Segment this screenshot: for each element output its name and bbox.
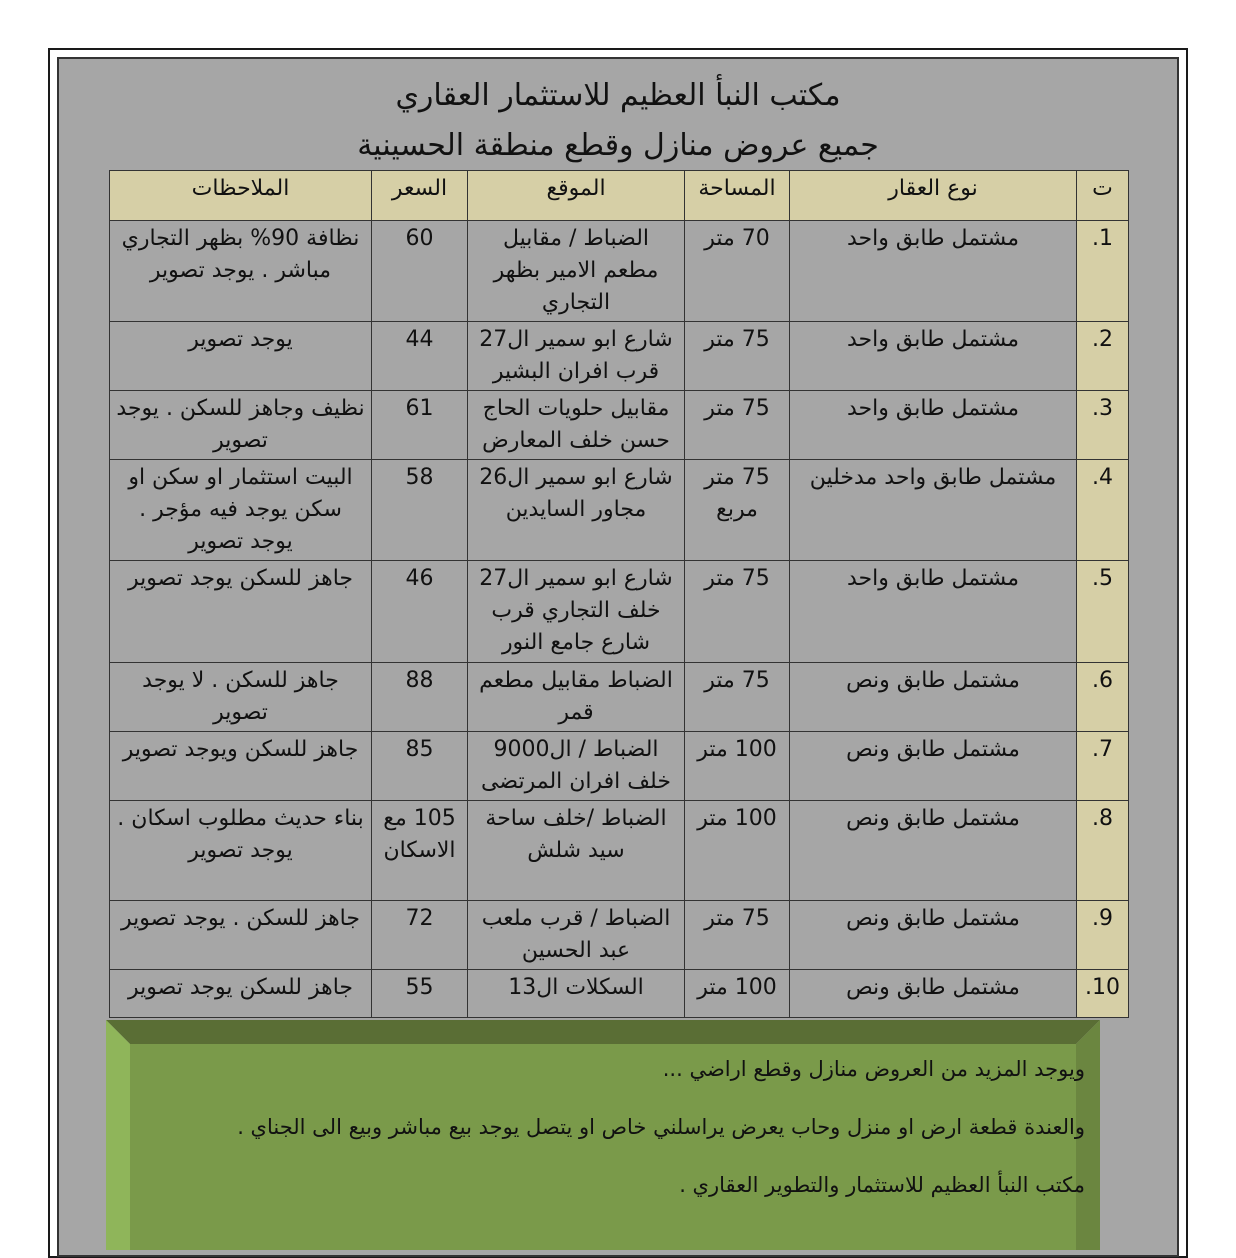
row-type: مشتمل طابق واحد: [790, 322, 1077, 391]
info-line-office: مكتب النبأ العظيم للاستثمار والتطوير العقاري .: [679, 1173, 1085, 1197]
row-area: 75 متر: [685, 391, 790, 460]
row-number: 1.: [1077, 221, 1129, 322]
table-row: [110, 322, 1129, 391]
table-row: [110, 391, 1129, 460]
row-location: مقابيل حلويات الحاج حسن خلف المعارض: [468, 391, 685, 460]
table-row: [110, 970, 1129, 1018]
listings-subtitle: جميع عروض منازل وقطع منطقة الحسينية: [357, 128, 879, 163]
row-type: مشتمل طابق واحد: [790, 561, 1077, 663]
row-type: مشتمل طابق ونص: [790, 901, 1077, 970]
row-type: مشتمل طابق ونص: [790, 801, 1077, 901]
row-number: 10.: [1077, 970, 1129, 1018]
row-notes: البيت استثمار او سكن او سكن يوجد فيه مؤجر . يوجد تصوير: [110, 460, 372, 561]
row-location: الضباط /خلف ساحة سيد شلش: [468, 801, 685, 901]
row-price: 55: [372, 970, 468, 1018]
table-row: [110, 221, 1129, 322]
row-number: 7.: [1077, 732, 1129, 801]
row-type: مشتمل طابق واحد: [790, 391, 1077, 460]
row-area: 100 متر: [685, 970, 790, 1018]
row-location: الضباط / ال9000 خلف افران المرتضى: [468, 732, 685, 801]
listings-table: [109, 170, 1129, 1018]
row-price: 61: [372, 391, 468, 460]
header-notes: الملاحظات: [110, 171, 372, 221]
header-price: السعر: [372, 171, 468, 221]
row-price: 46: [372, 561, 468, 663]
header-area: المساحة: [685, 171, 790, 221]
row-price: 72: [372, 901, 468, 970]
info-line-contact: والعندة قطعة ارض او منزل وحاب يعرض يراسلني خاص او يتصل يوجد بيع مباشر وبيع الى الجناي .: [237, 1115, 1085, 1139]
row-type: مشتمل طابق واحد مدخلين: [790, 460, 1077, 561]
table-row: [110, 460, 1129, 561]
row-number: 3.: [1077, 391, 1129, 460]
row-number: 6.: [1077, 663, 1129, 732]
row-area: 100 متر: [685, 732, 790, 801]
row-area: 75 متر: [685, 322, 790, 391]
row-type: مشتمل طابق ونص: [790, 663, 1077, 732]
row-notes: نظافة 90% بظهر التجاري مباشر . يوجد تصوير: [110, 221, 372, 322]
row-notes: جاهز للسكن يوجد تصوير: [110, 561, 372, 663]
row-notes: بناء حديث مطلوب اسكان . يوجد تصوير: [110, 801, 372, 901]
info-line-more-offers: ويوجد المزيد من العروض منازل وقطع اراضي ...: [662, 1057, 1085, 1081]
row-number: 5.: [1077, 561, 1129, 663]
row-price: 44: [372, 322, 468, 391]
row-number: 4.: [1077, 460, 1129, 561]
row-number: 2.: [1077, 322, 1129, 391]
row-location: شارع ابو سمير ال27 خلف التجاري قرب شارع جامع النور: [468, 561, 685, 663]
header-location: الموقع: [468, 171, 685, 221]
row-area: 70 متر: [685, 221, 790, 322]
row-location: شارع ابو سمير ال26 مجاور السايدين: [468, 460, 685, 561]
table-header-row: [110, 171, 1129, 221]
row-area: 75 متر مربع: [685, 460, 790, 561]
row-location: شارع ابو سمير ال27 قرب افران البشير: [468, 322, 685, 391]
table-row: [110, 561, 1129, 663]
row-price: 88: [372, 663, 468, 732]
row-notes: يوجد تصوير: [110, 322, 372, 391]
row-notes: جاهز للسكن . يوجد تصوير: [110, 901, 372, 970]
row-location: الضباط / مقابيل مطعم الامير بظهر التجاري: [468, 221, 685, 322]
row-area: 100 متر: [685, 801, 790, 901]
office-title: مكتب النبأ العظيم للاستثمار العقاري: [395, 78, 841, 113]
row-type: مشتمل طابق ونص: [790, 732, 1077, 801]
row-type: مشتمل طابق واحد: [790, 221, 1077, 322]
row-price: 60: [372, 221, 468, 322]
table-row: [110, 801, 1129, 901]
row-notes: جاهز للسكن ويوجد تصوير: [110, 732, 372, 801]
row-area: 75 متر: [685, 663, 790, 732]
row-location: السكلات ال13: [468, 970, 685, 1018]
table-row: [110, 901, 1129, 970]
table-row: [110, 732, 1129, 801]
row-notes: جاهز للسكن يوجد تصوير: [110, 970, 372, 1018]
row-location: الضباط مقابيل مطعم قمر: [468, 663, 685, 732]
row-notes: جاهز للسكن . لا يوجد تصوير: [110, 663, 372, 732]
row-location: الضباط / قرب ملعب عبد الحسين: [468, 901, 685, 970]
header-number: ت: [1077, 171, 1129, 221]
row-number: 8.: [1077, 801, 1129, 901]
row-area: 75 متر: [685, 901, 790, 970]
row-number: 9.: [1077, 901, 1129, 970]
row-area: 75 متر: [685, 561, 790, 663]
row-price: 58: [372, 460, 468, 561]
row-type: مشتمل طابق ونص: [790, 970, 1077, 1018]
header-property-type: نوع العقار: [790, 171, 1077, 221]
table-row: [110, 663, 1129, 732]
row-price: 85: [372, 732, 468, 801]
info-box-text: [130, 1040, 1085, 1214]
row-notes: نظيف وجاهز للسكن . يوجد تصوير: [110, 391, 372, 460]
row-price: 105 مع الاسكان: [372, 801, 468, 901]
